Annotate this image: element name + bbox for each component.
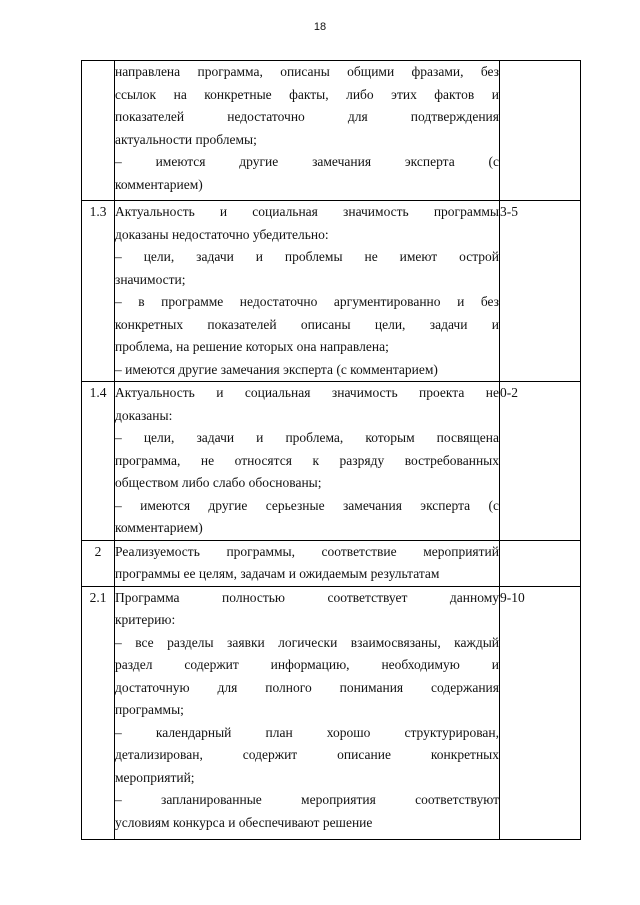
- page-number: 18: [313, 21, 327, 33]
- description-line: – цели, задачи и проблемы не имеют острой: [115, 249, 499, 264]
- description-line: программы ее целям, задачам и ожидаемым результатам: [115, 566, 440, 581]
- description-line: – имеются другие серьезные замечания эксперта (с: [115, 497, 499, 513]
- description-line: комментарием): [115, 520, 203, 535]
- description-line: – календарный план хорошо структурирован,: [115, 724, 499, 740]
- criterion-number: 2: [82, 540, 115, 586]
- criteria-table-body: [82, 61, 581, 840]
- criterion-description: [115, 586, 500, 839]
- description-line: конкретных показателей описаны цели, задачи и: [115, 316, 499, 332]
- description-line: Актуальность и социальная значимость программы: [115, 204, 499, 219]
- criterion-description: [115, 540, 500, 586]
- criterion-number: 2.1: [82, 586, 115, 839]
- score-range: 0-2: [500, 382, 581, 541]
- description-line: доказаны:: [115, 407, 173, 423]
- description-line: актуальности проблемы;: [115, 131, 257, 147]
- criteria-row: [82, 382, 581, 541]
- criteria-table: [81, 60, 581, 840]
- criteria-row: [82, 61, 581, 201]
- criteria-row: [82, 201, 581, 382]
- description-line: условиям конкурса и обеспечивают решение: [115, 814, 373, 830]
- description-line: критерию:: [115, 612, 176, 627]
- description-line: Актуальность и социальная значимость проекта не: [115, 385, 499, 400]
- description-line: – имеются другие замечания эксперта (с комментарием): [115, 361, 438, 377]
- description-line: – имеются другие замечания эксперта (с: [115, 154, 499, 169]
- description-line: – запланированные мероприятия соответствуют: [115, 792, 499, 807]
- description-line: – в программе недостаточно аргументированно и без: [115, 294, 499, 309]
- description-line: Программа полностью соответствует данному: [115, 589, 499, 605]
- description-line: проблема, на решение которых она направлена;: [115, 339, 389, 354]
- criterion-number: 1.3: [82, 201, 115, 382]
- criteria-row: [82, 540, 581, 586]
- criterion-description: [115, 61, 500, 201]
- score-range: [500, 61, 581, 201]
- description-line: достаточную для полного понимания содержания: [115, 679, 499, 695]
- description-line: доказаны недостаточно убедительно:: [115, 226, 329, 242]
- description-line: программы;: [115, 702, 184, 717]
- score-range: 3-5: [500, 201, 581, 382]
- description-line: направлена программа, описаны общими фразами, без: [115, 64, 499, 79]
- description-line: – цели, задачи и проблема, которым посвящена: [115, 430, 499, 445]
- description-line: значимости;: [115, 271, 186, 287]
- description-line: обществом либо слабо обоснованы;: [115, 475, 322, 490]
- score-range: [500, 540, 581, 586]
- description-line: мероприятий;: [115, 769, 195, 785]
- criterion-description: [115, 382, 500, 541]
- description-line: программа, не относятся к разряду востребованных: [115, 452, 499, 468]
- criterion-description: [115, 201, 500, 382]
- criterion-number: [82, 61, 115, 201]
- description-line: детализирован, содержит описание конкретных: [115, 747, 499, 762]
- description-line: комментарием): [115, 176, 203, 192]
- description-line: ссылок на конкретные факты, либо этих фактов и: [115, 86, 499, 102]
- criterion-number: 1.4: [82, 382, 115, 541]
- description-line: показателей недостаточно для подтверждения: [115, 109, 499, 124]
- description-line: – все разделы заявки логически взаимосвязаны, каждый: [115, 634, 499, 650]
- criteria-row: [82, 586, 581, 839]
- description-line: раздел содержит информацию, необходимую и: [115, 657, 499, 672]
- description-line: Реализуемость программы, соответствие мероприятий: [115, 543, 499, 559]
- score-range: 9-10: [500, 586, 581, 839]
